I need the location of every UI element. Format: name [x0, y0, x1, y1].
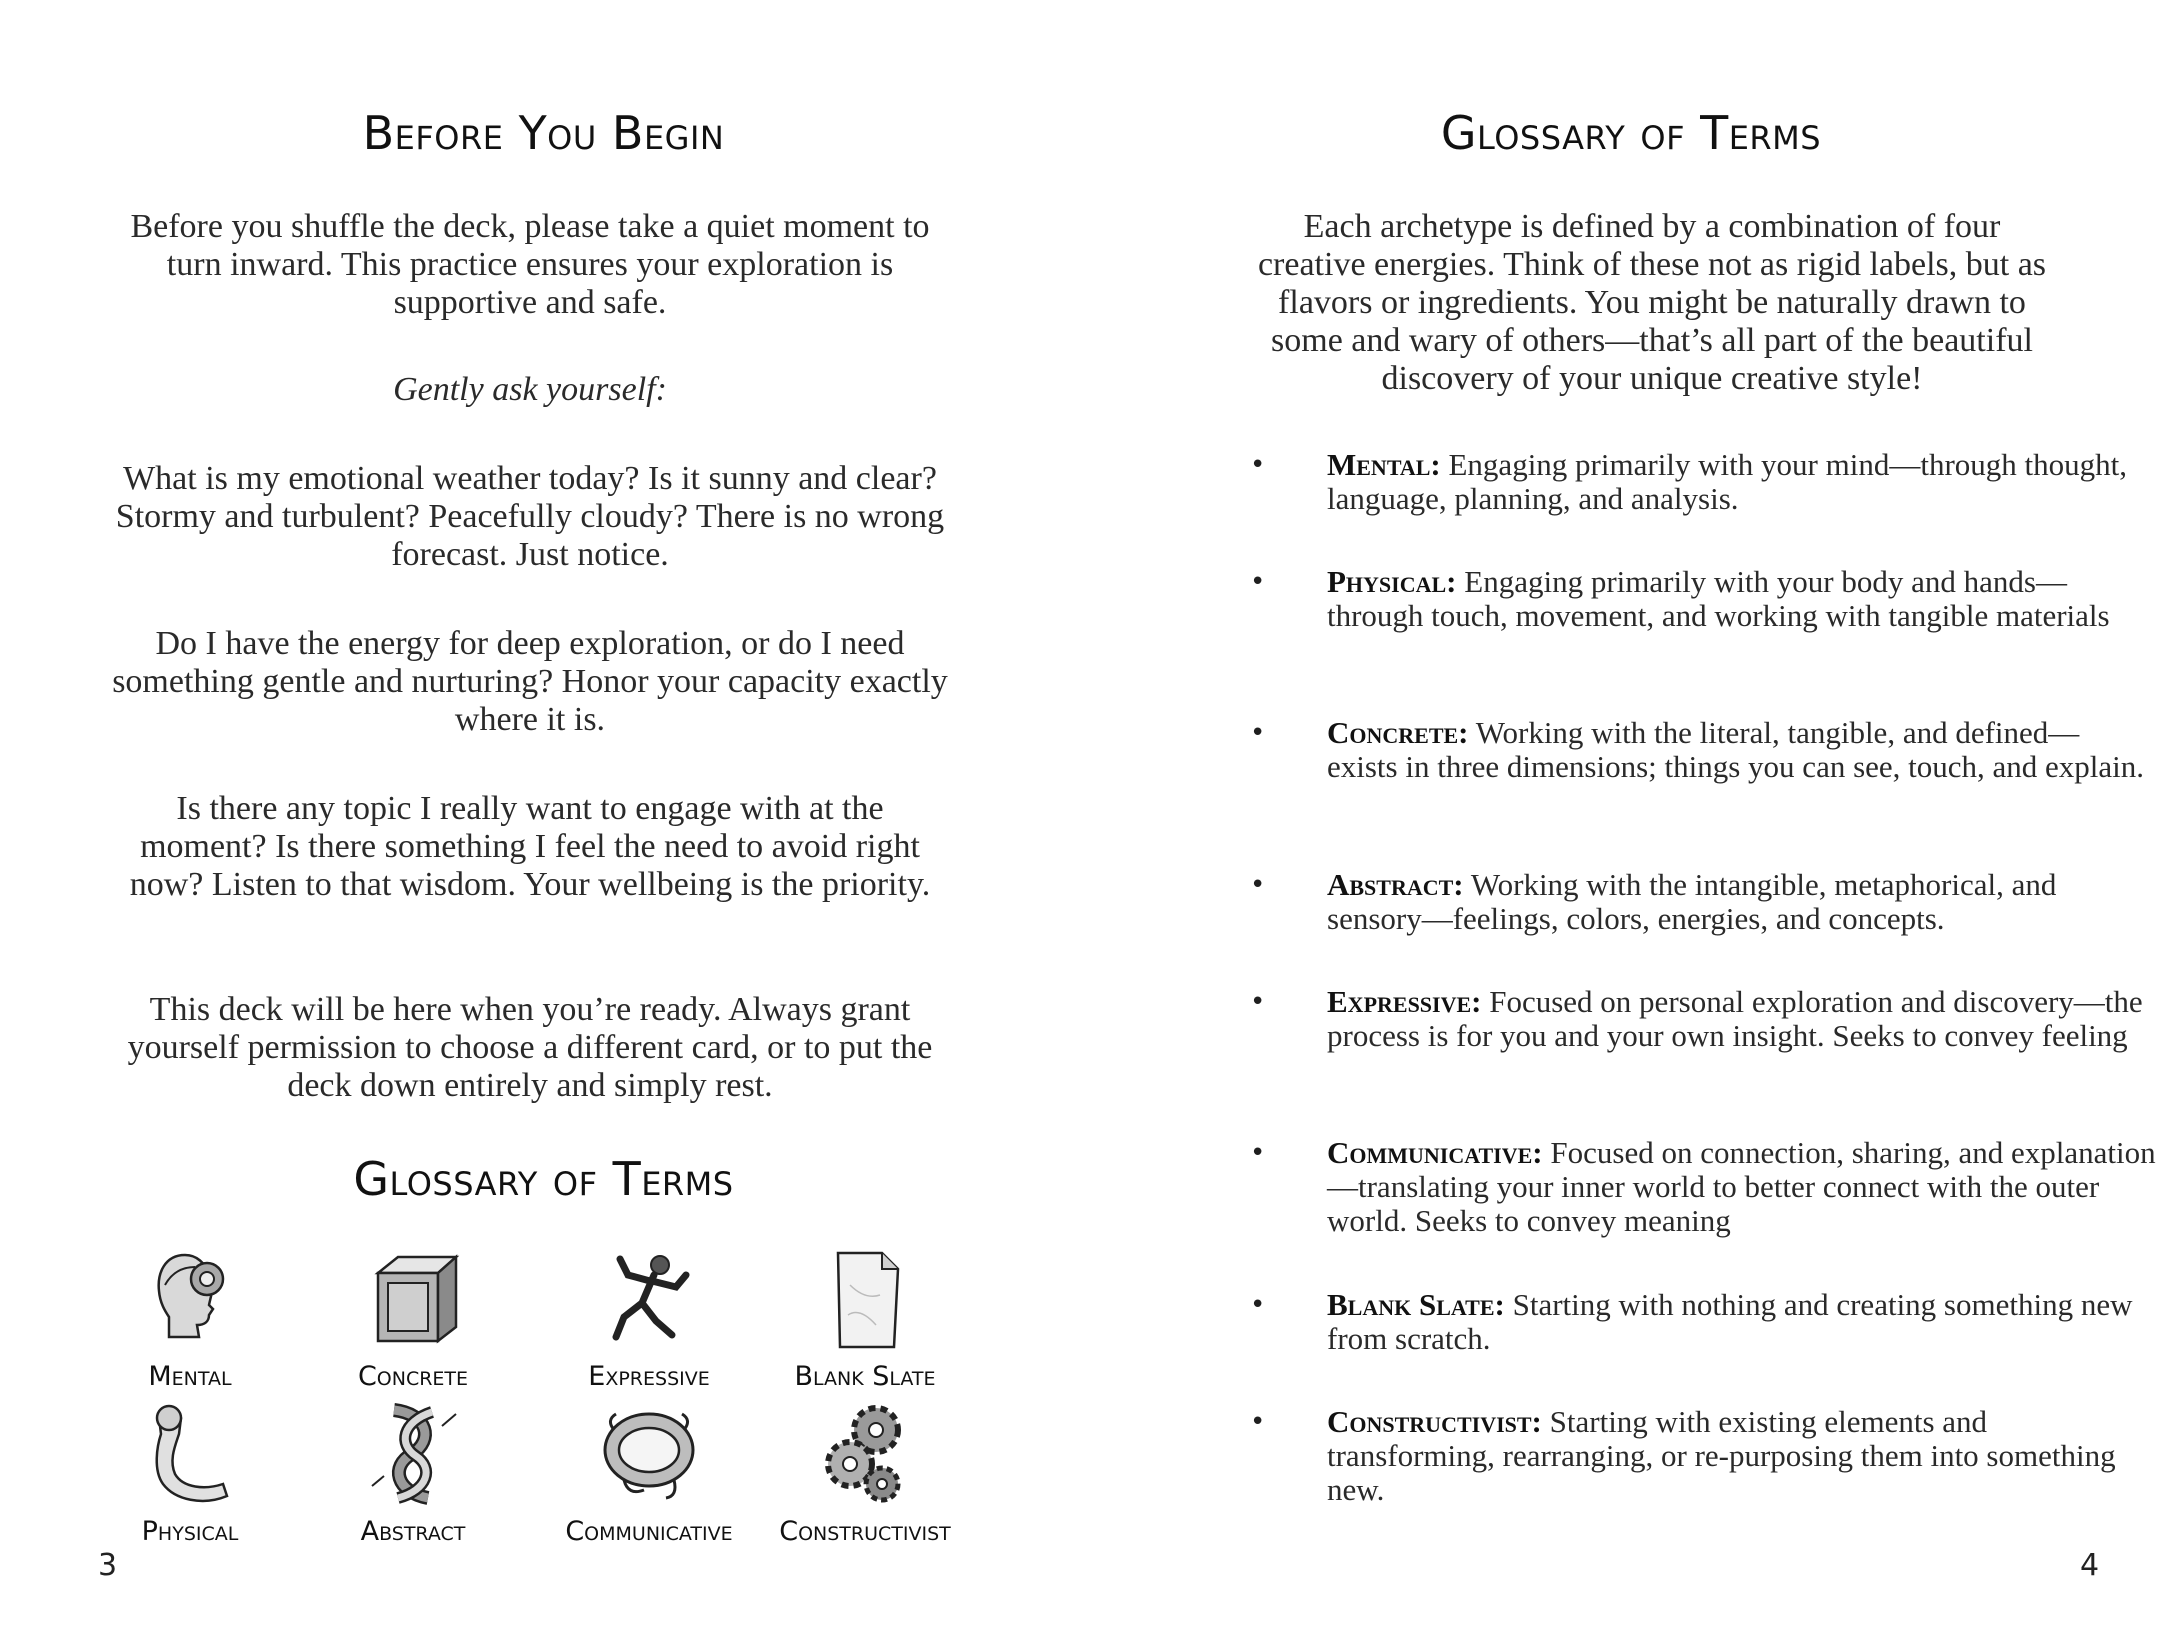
glossary-title: Glossary of Terms — [353, 1152, 734, 1206]
question-paragraph: What is my emotional weather today? Is it sunny and clear? Stormy and turbulent? Peacefully cloudy? There is no wrong forecast. Just notice. — [115, 460, 945, 573]
bullet-icon: • — [1250, 987, 1266, 1017]
icon-label: Mental — [148, 1361, 232, 1392]
icon-card-expressive — [539, 1245, 759, 1392]
icon-card-blank-slate — [755, 1245, 975, 1392]
icon-label: Expressive — [588, 1361, 710, 1392]
glossary-intro: Each archetype is defined by a combination of four creative energies. Think of these not as rigid labels, but as flavors or ingredients. You might be naturally drawn to some and wary of others—that’s all part of the beautiful discovery of your unique creative style! — [1257, 208, 2047, 397]
icon-label: Constructivist — [779, 1516, 951, 1547]
closing-paragraph: This deck will be here when you’re ready. Always grant yourself permission to choose a different card, or to put the deck down entirely and simply rest. — [127, 991, 933, 1104]
bullet-icon: • — [1250, 1290, 1266, 1320]
term-name: Abstract: — [1327, 867, 1464, 902]
leaping-figure-icon — [594, 1245, 704, 1355]
term-definition: Starting with existing elements and transforming, rearranging, or re-purposing them into something new. — [1327, 1404, 2116, 1507]
icon-card-abstract — [303, 1400, 523, 1547]
term-name: Constructivist: — [1327, 1404, 1542, 1439]
icon-label: Blank Slate — [794, 1361, 936, 1392]
intro-paragraph: Before you shuffle the deck, please take a quiet moment to turn inward. This practice ensures your exploration is supportive and safe. — [130, 208, 930, 321]
bullet-icon: • — [1250, 1138, 1266, 1168]
page-number: 3 — [98, 1548, 118, 1583]
term-definition: Working with the intangible, metaphorical, and sensory—feelings, colors, energies, and concepts. — [1327, 867, 2057, 936]
term-name: Physical: — [1327, 564, 1457, 599]
bullet-icon: • — [1250, 870, 1266, 900]
blank-paper-icon — [810, 1245, 920, 1355]
term-name: Concrete: — [1327, 715, 1469, 750]
question-paragraph: Do I have the energy for deep exploration, or do I need something gentle and nurturing? Honor your capacity exactly where it is. — [112, 625, 948, 738]
left-page — [0, 0, 1087, 1650]
cube-icon — [358, 1245, 468, 1355]
icon-card-constructivist — [755, 1400, 975, 1547]
term-name: Expressive: — [1327, 984, 1482, 1019]
icon-label: Communicative — [565, 1516, 733, 1547]
head-icon — [135, 1245, 245, 1355]
gears-icon — [810, 1400, 920, 1510]
question-paragraph: Is there any topic I really want to engage with at the moment? Is there something I feel the need to avoid right now? Listen to that wisdom. Your wellbeing is the priority. — [129, 790, 931, 903]
term-definition: Focused on personal exploration and discovery—the process is for you and your own insight. Seeks to convey feeling — [1327, 984, 2143, 1053]
bullet-icon: • — [1250, 567, 1266, 597]
icon-label: Physical — [141, 1516, 239, 1547]
icon-card-concrete — [303, 1245, 523, 1392]
term-definition: Engaging primarily with your body and hands—through touch, movement, and working with tangible materials — [1327, 564, 2110, 633]
term-definition: Focused on connection, sharing, and explanation—translating your inner world to better connect with the outer world. Seeks to convey meaning — [1327, 1135, 2156, 1238]
bullet-icon: • — [1250, 718, 1266, 748]
term-definition: Engaging primarily with your mind—through thought, language, planning, and analysis. — [1327, 447, 2127, 516]
icon-card-mental — [80, 1245, 300, 1392]
glossary-title: Glossary of Terms — [1440, 106, 1822, 160]
bullet-icon: • — [1250, 450, 1266, 480]
right-page — [1087, 0, 2175, 1650]
flexed-arm-icon — [135, 1400, 245, 1510]
ornate-frame-icon — [594, 1400, 704, 1510]
icon-label: Concrete — [357, 1361, 469, 1392]
term-definition: Starting with nothing and creating something new from scratch. — [1327, 1287, 2133, 1356]
term-name: Mental: — [1327, 447, 1441, 482]
icon-card-physical — [80, 1400, 300, 1547]
bullet-icon: • — [1250, 1407, 1266, 1437]
swirl-icon — [358, 1400, 468, 1510]
term-definition: Working with the literal, tangible, and defined— exists in three dimensions; things you can see, touch, and explain. — [1327, 715, 2145, 784]
before-you-begin-title: Before You Begin — [362, 106, 725, 160]
term-name: Communicative: — [1327, 1135, 1543, 1170]
page-number: 4 — [2080, 1548, 2100, 1583]
icon-card-communicative — [539, 1400, 759, 1547]
prompt-text: Gently ask yourself: — [393, 371, 667, 408]
icon-label: Abstract — [360, 1516, 466, 1547]
term-name: Blank Slate: — [1327, 1287, 1505, 1322]
